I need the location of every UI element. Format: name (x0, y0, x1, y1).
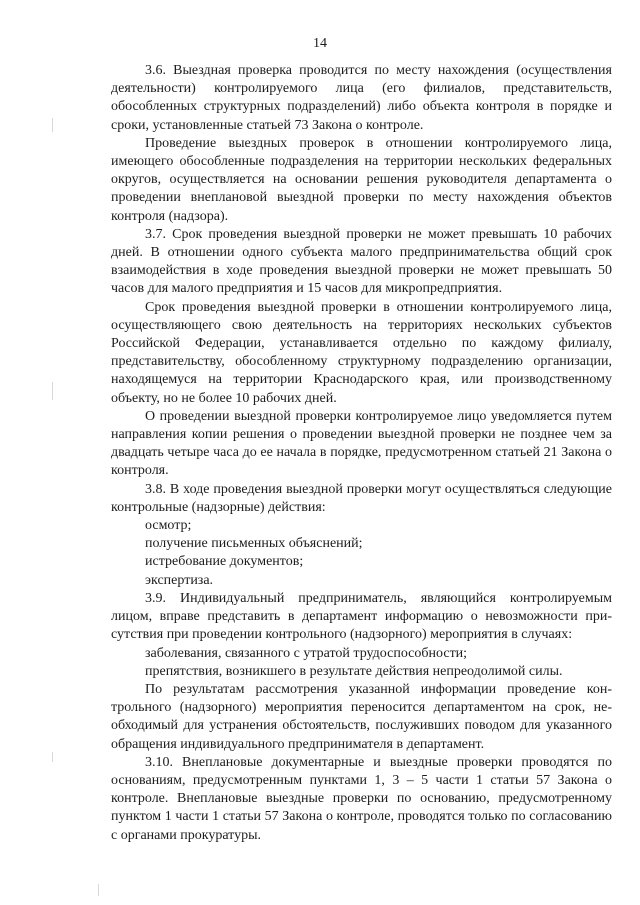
list-item-illness: заболевания, связанного с утратой трудоспособности; (145, 645, 468, 661)
scan-artifact-bottom (98, 884, 99, 896)
paragraph-notification: О проведении выездной проверки контролируемое лицо уведомляется путем направления копии решения о проведении выездной проверки не позднее чем за двадцать четыре часа до ее начала в порядке, предусмотренном статьей 21 Закона о контроля. (111, 408, 612, 479)
page-number: 14 (313, 36, 327, 51)
paragraph-3-7: 3.7. Срок проведения выездной проверки не может превышать 10 рабочих дней. В отношении одного субъекта малого предпринимательства общий срок взаимодействия в ходе проведения выездной проверки не может превышать 50 часов для малого предприятия и 15 часов для микропредприятия. (111, 226, 612, 297)
scan-artifact-left-1 (52, 118, 53, 132)
paragraph-3-6: 3.6. Выездная проверка проводится по месту нахождения (осуществления деятельности) контролируемого лица (его филиалов, представительств, обособленных структурных подразделений) либо объекта контроля в порядке и сроки, установленные статьей 73 Закона о контроле. (111, 63, 612, 133)
paragraph-3-8: 3.8. В ходе проведения выездной проверки могут осуществляться следующие контрольные (надзорные) действия: (111, 481, 612, 515)
scan-artifact-left-2 (52, 382, 53, 400)
paragraph-field-inspections-federal-districts: Проведение выездных проверок в отношении контролируемого лица, имеющего обособленные подразделения на территории нескольких федеральных округов, осуществляется на основании решения руководителя департамента о проведении внеплановой выездной проверки по месту нахождения объектов контроля (надзора). (111, 135, 612, 224)
list-item-force-majeure: препятствия, возникшего в результате действия непреодолимой силы. (145, 663, 563, 679)
list-item-expertise: экспертиза. (145, 572, 214, 588)
list-item-document-request: истребование документов; (145, 554, 304, 570)
list-item-written-explanations: получение письменных объяснений; (145, 536, 363, 552)
paragraph-3-10: 3.10. Внеплановые документарные и выездные проверки проводятся по основаниям, предусмотренным пунктами 1, 3 – 5 части 1 статьи 57 Закона о контроле. Внеплановые выездные проверки по основанию, предусмотренному пунктом 1 части 1 статьи 57 Закона о контроле, проводятся только по согласованию с органами прокуратуры. (111, 754, 612, 843)
scan-artifact-left-3 (52, 752, 53, 762)
paragraph-inspection-term-subjects: Срок проведения выездной проверки в отношении контролируемого лица, осуществляющего свою деятельность на территориях нескольких субъектов Российской Федерации, устанавливается отдельно по каждому филиалу, представительству, обособленному структурному подразделению организации, находящемуся на территории Краснодарского края, или производственному объекту, но не более 10 рабочих дней. (111, 299, 612, 406)
document-body (111, 62, 612, 845)
paragraph-postponement: По результатам рассмотрения указанной информации проведение контрольного (надзорного) мероприятия переносится департаментом на срок, необходимый для устранения обстоятельств, послуживших поводом для указанного обращения индивидуального предпринимателя в департамент. (111, 681, 612, 752)
paragraph-3-9: 3.9. Индивидуальный предприниматель, являющийся контролируемым лицом, вправе представить в департамент информацию о невозможности присутствия при проведении контрольного (надзорного) мероприятия в случаях: (111, 590, 612, 643)
list-item-inspection: осмотр; (145, 518, 192, 534)
